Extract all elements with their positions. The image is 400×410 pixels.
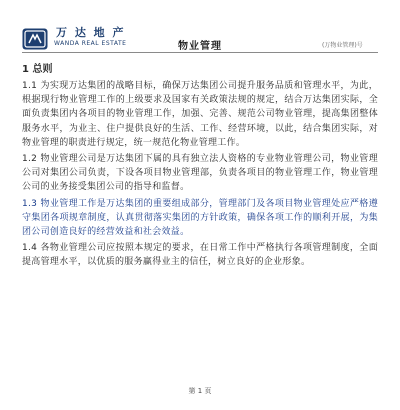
company-name-cn: 万 达 地 产 bbox=[56, 26, 126, 39]
paragraph-1-1: 1.1 为实现万达集团的战略目标，确保万达集团公司提升服务品质和管理水平，为此，根据现行物业管理工作的上级要求及国家有关政策法规的规定，结合万达集团实际，全面负责集团内各项目的物业管理工作，加强、完善、规范公司物业管理，提高集团整体服务水平，为业主、住户提供良好的生活、工作、经营环境，以此，结合集团实际，对物业管理的职责进行规定，统一规范化物业管理工作。 bbox=[22, 81, 378, 148]
page-header bbox=[0, 0, 400, 60]
paragraph-1-3: 1.3 物业管理工作是万达集团的重要组成部分，管理部门及各项目物业管理处应严格遵守集团各项规章制度，认真贯彻落实集团的方针政策，确保各项工作的顺利开展，为集团公司创造良好的经营效益和社会效益。 bbox=[22, 198, 378, 238]
page-number: 第 1 页 bbox=[188, 387, 212, 395]
section-heading: 1 总则 bbox=[22, 64, 53, 75]
company-logo-icon bbox=[22, 28, 48, 50]
paragraph-1-4: 1.4 各物业管理公司应按照本规定的要求，在日常工作中严格执行各项管理制度，全面提高管理水平，以优质的服务赢得业主的信任，树立良好的企业形象。 bbox=[22, 243, 378, 268]
document-code: (万物业管理)号 bbox=[322, 42, 363, 49]
header-divider bbox=[22, 52, 378, 53]
document-body bbox=[22, 62, 378, 272]
document-title: 物业管理 bbox=[178, 41, 222, 52]
company-name-en: WANDA REAL ESTATE bbox=[54, 40, 127, 47]
paragraph-1-2: 1.2 物业管理公司是万达集团下属的具有独立法人资格的专业物业管理公司，物业管理公司对集团公司负责，下设各项目物业管理部，负责各项目的物业管理工作，物业管理公司的业务接受集团公司的指导和监督。 bbox=[22, 154, 378, 193]
